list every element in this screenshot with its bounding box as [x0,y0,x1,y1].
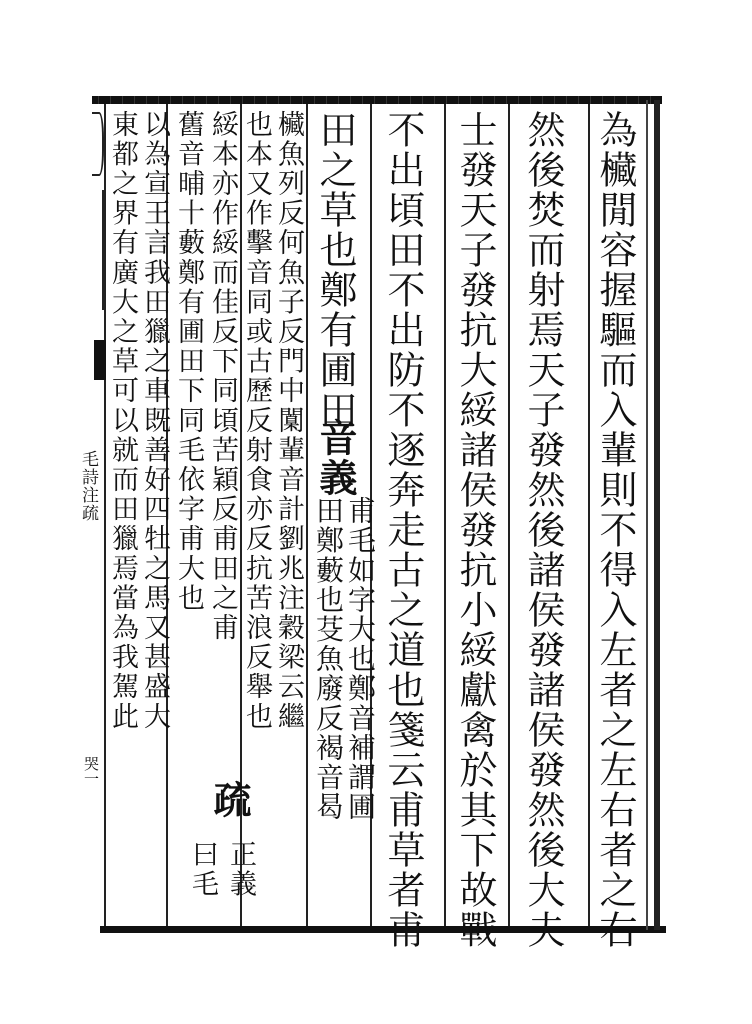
margin-line-mark [94,190,105,310]
annotation-column-5b: 田鄭藪也芟魚廢反褐音曷 [312,496,345,822]
text-column-5-main: 田之草也鄭有圃田 [313,110,357,430]
column-rule [306,104,308,926]
annotation-column-6: 欌魚列反何魚子反門中闑輩音計劉兆注穀梁云繼 [273,110,304,732]
text-column-1: 為欌閒容握驅而入輩則不得入左者之左右者之右 [593,110,637,950]
annotation-column-9-tail: 曰毛 [187,840,218,900]
text-column-2: 然後焚而射焉天子發然後諸侯發諸侯發然後大夫 [521,110,565,950]
margin-fishtail-mark [92,112,104,176]
column-rule [508,104,510,926]
folio-number: 哭一 [82,756,100,786]
annotation-column-8: 綏本亦作綏而佳反下同頃苦穎反甫田之甫 [207,110,238,643]
annotation-column-5a: 甫毛如字大也鄭音補謂圃 [344,496,377,822]
page-frame-top-border [92,96,662,104]
column-rule [444,104,446,926]
page-frame-right-border [654,100,660,930]
text-column-4: 不出頃田不出防不逐奔走古之道也箋云甫草者甫 [381,110,425,950]
running-title: 毛詩注疏 [78,450,98,522]
annotation-column-9: 舊音晡十藪鄭有圃田下同毛依字甫大也 [173,110,204,614]
column-rule [588,104,590,926]
shu-heading: 疏 [207,780,252,820]
yinyi-heading: 音義 [313,418,358,498]
margin-black-block [94,340,106,380]
annotation-column-10: 以為宣王言我田獵之車既善好四牡之馬又甚盛大 [139,110,170,732]
annotation-column-8-tail: 正義 [225,840,256,900]
page-frame-right-inner-line [646,100,648,930]
annotation-column-11: 東都之界有廣大之草可以就而田獵焉當為我駕此 [107,110,138,732]
annotation-column-7: 也本又作擊音同或古歷反射食亦反抗苦浪反舉也 [241,110,272,732]
text-column-3: 士發天子發抗大綏諸侯發抗小綏獻禽於其下故戰 [453,110,497,950]
